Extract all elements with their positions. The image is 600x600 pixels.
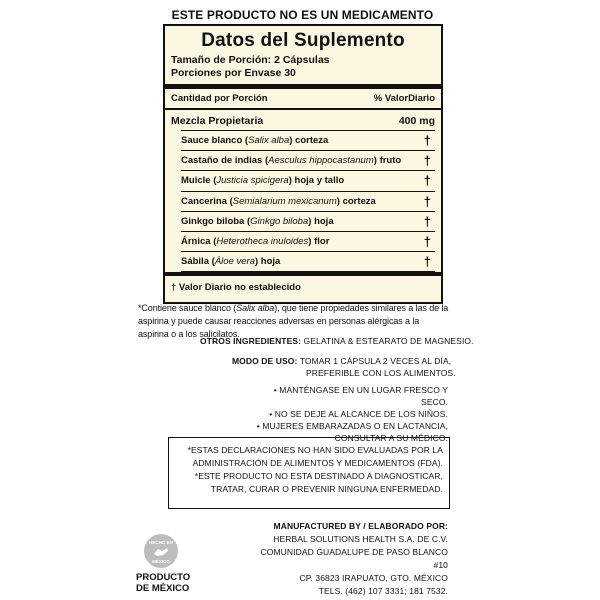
ingredient-part: flor	[314, 235, 330, 247]
made-in-line1: PRODUCTO	[136, 572, 191, 583]
made-in-line2: DE MÉXICO	[136, 583, 190, 594]
made-in-mexico-seal-icon	[144, 534, 178, 568]
ingredient-part: hoja	[260, 256, 281, 268]
ingredient-dv: †	[423, 133, 431, 148]
ingredient-part: hoja	[314, 215, 334, 227]
manufacturer-line: TELS. (462) 107 3331; 181 7532.	[318, 586, 448, 596]
other-ingredients-value: GELATINA & ESTEARATO DE MAGNESIO.	[303, 336, 474, 346]
ingredient-dv: †	[423, 213, 431, 229]
manufacturer-info	[258, 520, 448, 598]
dosage-line2: PREFERIBLE CON LOS ALIMENTOS.	[306, 368, 456, 378]
ingredient-part: hoja y tallo	[294, 175, 345, 187]
blend-amount: 400 mg	[398, 115, 435, 127]
fda-line: TRATAR, CURAR O PREVENIR NINGUNA ENFERMEDAD.	[210, 484, 443, 494]
note-suffix: ), que tiene propiedades similares a las de la aspirina y puede causar reacciones adversas en personas alérgicas a la aspirina o a los salicilatos.	[138, 303, 449, 339]
warning-line: • MUJERES EMBARAZADAS O EN LACTANCIA,	[256, 421, 448, 431]
ingredient-part: fruto	[379, 155, 402, 167]
ingredient-row: Ginkgo biloba (Ginkgo biloba) hoja †	[181, 212, 435, 232]
fda-disclaimer	[188, 444, 443, 496]
blend-name: Mezcla Propietaria	[171, 115, 264, 127]
warnings	[250, 384, 448, 444]
manufacturer-line: COMUNIDAD GUADALUPE DE PASO BLANCO #10	[260, 547, 448, 570]
ingredient-latin-name: Justicia spicigera	[216, 175, 289, 187]
ingredient-list	[181, 130, 435, 272]
dosage-line1: TOMAR 1 CÁPSULA 2 VECES AL DÍA,	[299, 356, 452, 366]
ingredient-row: Muicle (Justicia spicigera) hoja y tallo †	[181, 171, 435, 191]
ingredient-latin-name: Áloe vera	[214, 256, 255, 268]
ingredient-row: Sauce blanco (Salix alba) corteza †	[181, 130, 435, 151]
manufacturer-line: HERBAL SOLUTIONS HEALTH S.A. DE C.V.	[273, 534, 448, 544]
ingredient-common-name: Ginkgo biloba	[181, 215, 245, 227]
other-ingredients	[200, 336, 474, 346]
other-ingredients-label: OTROS INGREDIENTES:	[200, 336, 302, 346]
dosage	[232, 355, 456, 379]
note-latin: Salix alba	[236, 303, 275, 313]
dv-footnote: † Valor Diario no establecido	[171, 282, 301, 293]
ingredient-common-name: Cancerina	[181, 195, 227, 207]
column-header	[171, 93, 435, 104]
servings-per-container: Porciones por Envase 30	[171, 67, 296, 79]
header-warning: ESTE PRODUCTO NO ES UN MEDICAMENTO	[171, 8, 434, 22]
ingredient-dv: †	[423, 254, 431, 270]
ingredient-dv: †	[423, 153, 431, 169]
ingredient-dv: †	[423, 193, 431, 209]
amount-header: Cantidad por Porción	[171, 93, 268, 104]
warning-line: • NO SE DEJE AL ALCANCE DE LOS NIÑOS.	[269, 409, 448, 419]
manufacturer-line: CP. 36823 IRAPUATO, GTO. MÉXICO	[299, 573, 448, 583]
ingredient-row: Árnica (Heterotheca inuloides) flor †	[181, 232, 435, 252]
header-rule	[165, 108, 441, 110]
ingredient-dv: †	[423, 233, 431, 249]
thick-rule-bottom	[165, 272, 441, 276]
ingredient-latin-name: Salix alba	[248, 135, 290, 146]
fda-disclaimer-box	[168, 437, 450, 509]
ingredient-latin-name: Semialarium mexicanum	[232, 195, 337, 207]
made-in-mexico-text	[136, 572, 190, 594]
ingredient-latin-name: Ginkgo biloba	[250, 215, 309, 227]
thick-rule	[165, 84, 441, 89]
note-prefix: *Contiene sauce blanco (	[138, 303, 237, 313]
ingredient-common-name: Sábila	[181, 256, 209, 268]
ingredient-row: Cancerina (Semialarium mexicanum) corteza †	[181, 192, 435, 212]
ingredient-common-name: Muicle	[181, 175, 211, 187]
manufacturer-heading: MANUFACTURED BY / ELABORADO POR:	[273, 521, 448, 531]
warning-line: CONSULTAR A SU MÉDICO.	[334, 433, 448, 443]
ingredient-common-name: Árnica	[181, 235, 211, 247]
hand-shape-icon	[153, 546, 169, 558]
seal-line2: MÉXICO	[152, 559, 170, 564]
ingredient-row: Castaño de indias (Aesculus hippocastanum) fruto †	[181, 151, 435, 171]
fda-line: ADMINISTRACIÓN DE ALIMENTOS Y MEDICAMENTOS (FDA).	[192, 458, 443, 468]
serving-size: Tamaño de Porción: 2 Cápsulas	[171, 54, 330, 66]
ingredient-latin-name: Heterotheca inuloides	[216, 235, 309, 247]
ingredient-common-name: Sauce blanco	[181, 135, 243, 146]
ingredient-dv: †	[423, 173, 431, 189]
ingredient-common-name: Castaño de indias	[181, 155, 263, 167]
fda-line: *ESTE PRODUCTO NO ESTA DESTINADO A DIAGNOSTICAR,	[194, 471, 443, 481]
blend-row	[171, 115, 435, 127]
panel-title: Datos del Suplemento	[201, 30, 405, 51]
serving-info	[171, 54, 330, 80]
ingredient-part: corteza	[295, 135, 329, 146]
dv-header: % ValorDiario	[373, 93, 435, 104]
dosage-label: MODO DE USO:	[232, 356, 298, 366]
ingredient-latin-name: Aesculus hippocastanum	[268, 155, 374, 167]
fda-line: *ESTAS DECLARACIONES NO HAN SIDO EVALUADAS POR LA	[187, 445, 443, 455]
seal-line1: HECHO EN	[149, 540, 173, 545]
supplement-facts-panel	[163, 24, 443, 304]
ingredient-row: Sábila (Áloe vera) hoja †	[181, 252, 435, 272]
ingredient-part: corteza	[342, 195, 376, 207]
warning-line: • MANTÉNGASE EN UN LUGAR FRESCO Y SECO.	[273, 385, 448, 407]
